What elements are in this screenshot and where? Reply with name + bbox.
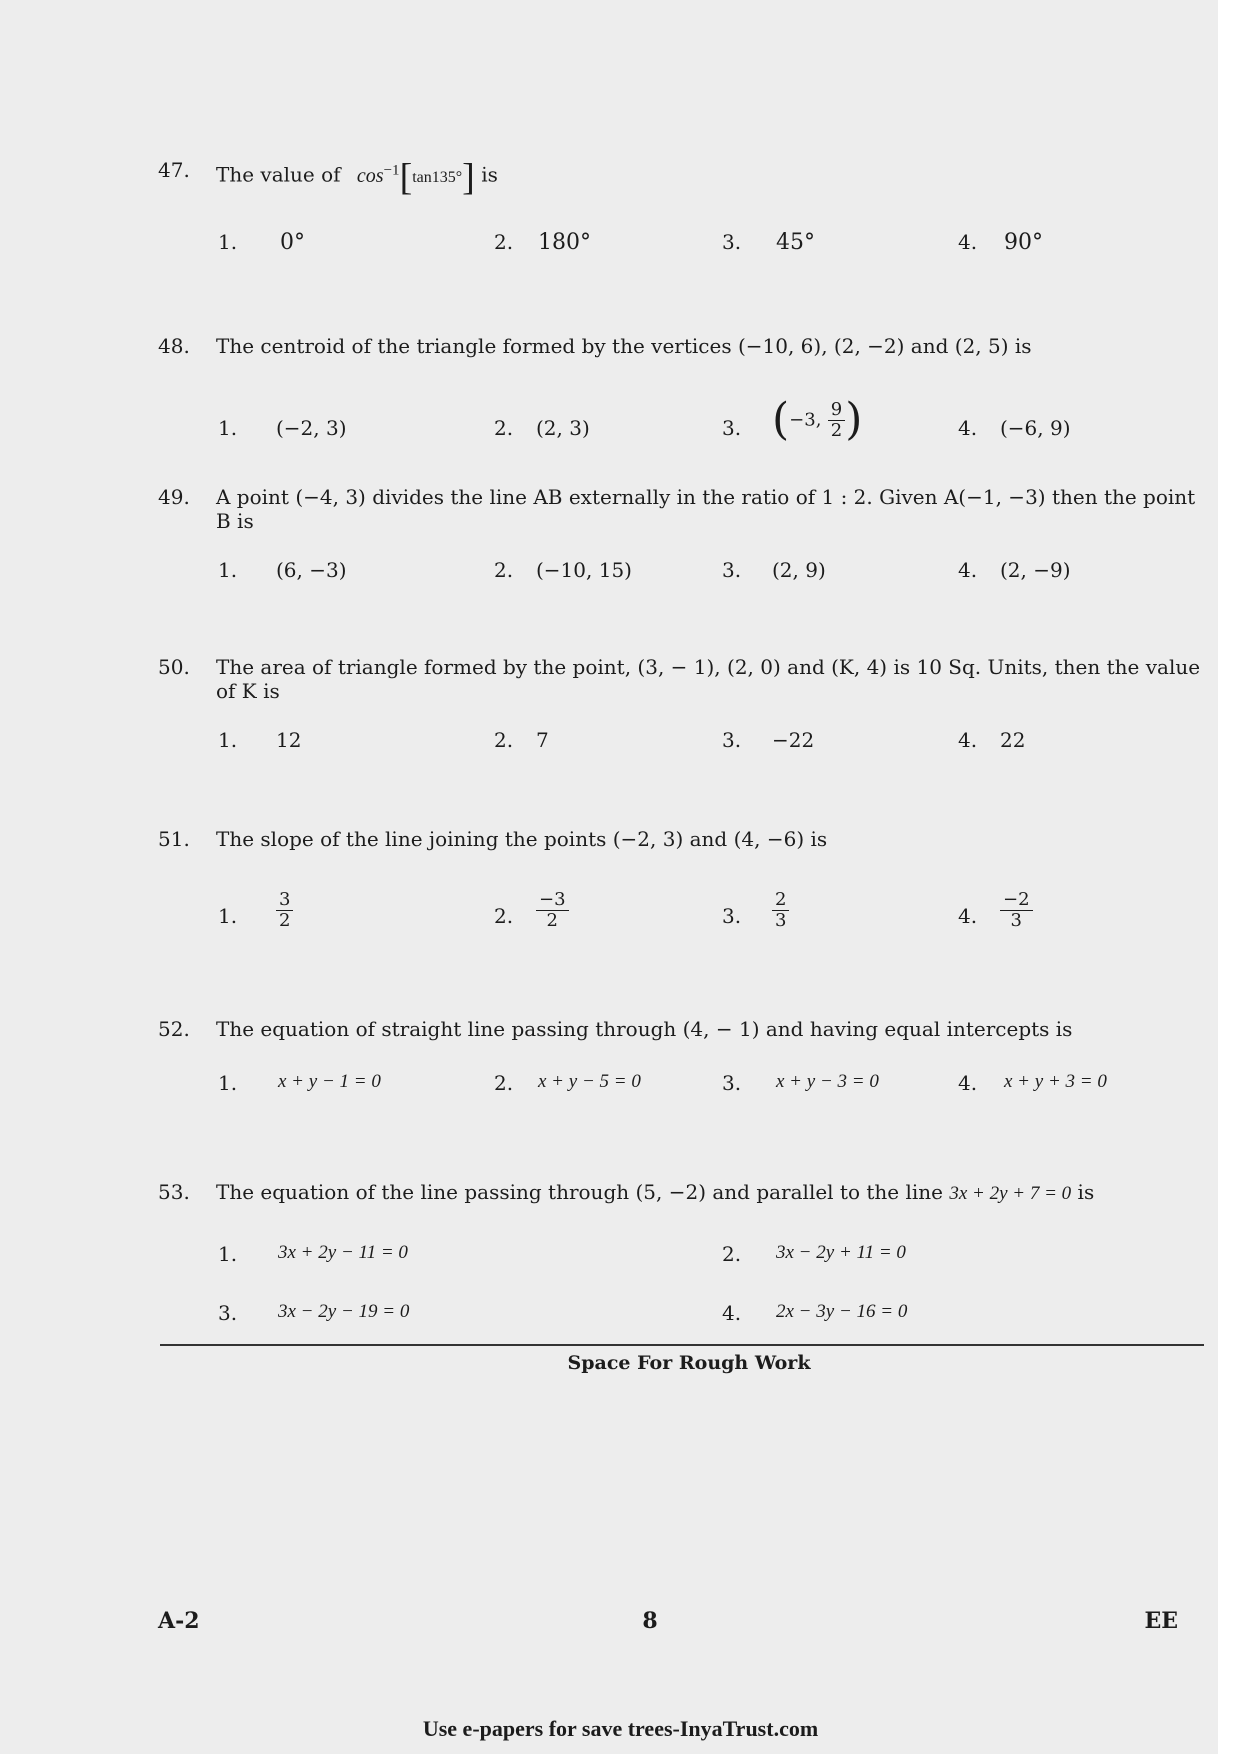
fraction: $\frac{9}{2}$ — [828, 400, 845, 441]
question-number: 48. — [158, 334, 190, 358]
question-text: The equation of straight line passing through (4, − 1) and having equal intercepts is — [216, 1017, 1073, 1041]
question-number: 51. — [158, 827, 190, 851]
question-text: The area of triangle formed by the point, (3, − 1), (2, 0) and (K, 4) is 10 Sq. Units, then the value of K is — [216, 655, 1201, 703]
page-number: 8 — [642, 1608, 658, 1634]
question-number: 52. — [158, 1017, 190, 1041]
question-text: The value of $\cos^{-1}[\tan 135^\circ]$ is — [216, 156, 498, 199]
question-number: 49. — [158, 485, 190, 509]
question-text: The equation of the line passing through (5, −2) and parallel to the line 3x + 2y + 7 = 0 is — [216, 1180, 1095, 1204]
question-text: A point (−4, 3) divides the line AB externally in the ratio of 1 : 2. Given A(−1, −3) then the point B is — [216, 485, 1196, 533]
math-expression: $\cos^{-1}[\tan 135^\circ]$ — [356, 156, 475, 199]
question-number: 47. — [158, 158, 190, 182]
question-text: The slope of the line joining the points (−2, 3) and (4, −6) is — [216, 827, 828, 851]
footer-code: A-2 — [158, 1608, 200, 1634]
question-text: The centroid of the triangle formed by the vertices (−10, 6), (2, −2) and (2, 5) is — [216, 334, 1032, 358]
fraction: $\frac{2}{3}$ — [772, 890, 789, 931]
divider — [160, 1344, 1204, 1346]
question-number: 50. — [158, 655, 190, 679]
footer-series: EE — [1144, 1608, 1178, 1634]
footer-note: Use e-papers for save trees-InyaTrust.com — [422, 1716, 819, 1741]
fraction: $\frac{-3}{2}$ — [536, 890, 569, 931]
fraction: $\frac{-2}{3}$ — [1000, 890, 1033, 931]
exam-page: 47. The value of $\cos^{-1}[\tan 135^\circ]$ is 1. 0° 2. 180° 3. 45° 4. 90° 48. The centroid of the triangle formed by the vertices (−10, 6), (2, −2) and (2, 5) is 1. (−2, 3) 2. (2, 3) 3. (−3, $\frac{9}{2}$ ) 4. (−6, 9) 49. A point (−4, 3) divides the line AB externally in the ratio of 1 : 2. Given A(−1, −3) then the point B is 1. (6, −3) 2. (−10, 15) 3. (2, 9) 4. (2, −9) 50. The area of triangle formed by the point, (3, − 1), (2, 0) and (K, 4) is 10 Sq. Units, then the value of K is 1. 12 2. 7 3. −22 4. 22 51. The slope of the line joining the points (−2, 3) and (4, −6) is 1. $\frac{3}{2}$ 2. $\frac{-3}{2}$ 3. $\frac{2}{3}$ 4. $\frac{-2}{3}$ 52. The equation of straight line passing through (4, − 1) and having equal intercepts is 1. x + y − 1 = 0 2. x + y − 5 = 0 3. x + y − 3 = 0 4. x + y + 3 = 0 53. The equation of the line passing through (5, −2) and parallel to the line 3x + 2y + 7 = 0 is 1. 3x + 2y − 11 = 0 2. 3x − 2y + 11 = 0 3. 3x − 2y − 19 = 0 4. 2x − 3y − 16 = 0 Space For Rough Work A-2 8 EE Use e-papers for save trees-InyaTrust.com — [0, 0, 1218, 1754]
rough-work-label: Space For Rough Work — [567, 1352, 811, 1374]
question-number: 53. — [158, 1180, 190, 1204]
fraction: $\frac{3}{2}$ — [276, 890, 293, 931]
